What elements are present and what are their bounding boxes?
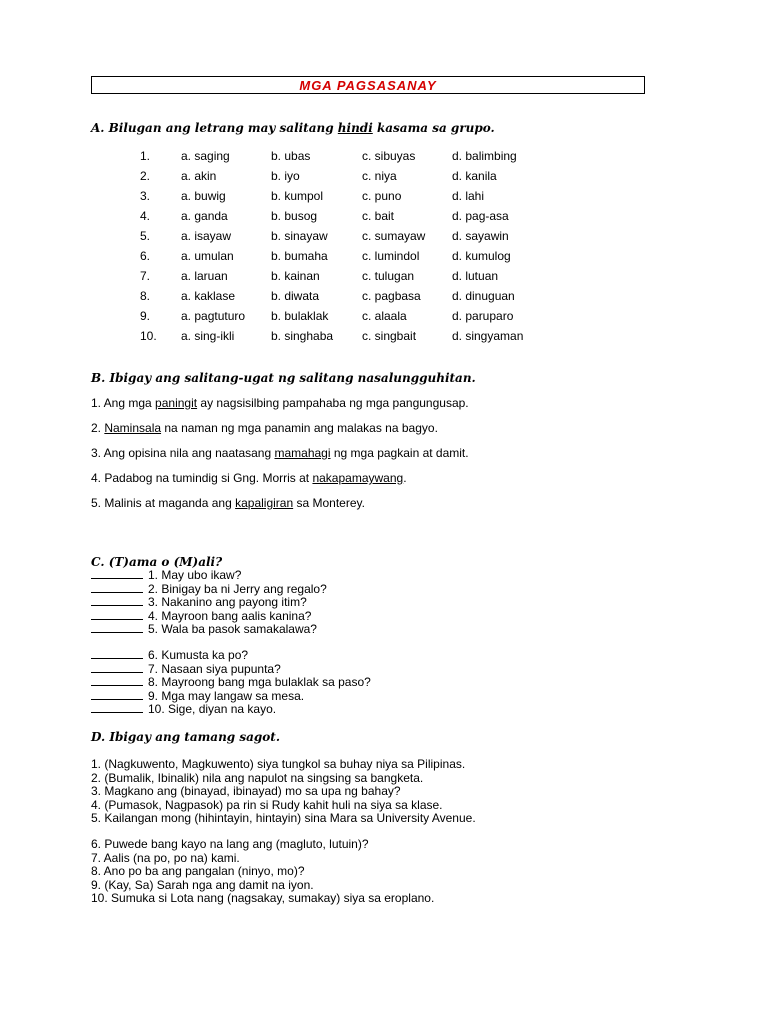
- answer-blank[interactable]: [91, 569, 143, 579]
- option-b: b. kumpol: [271, 189, 324, 203]
- option-b: b. iyo: [271, 169, 300, 183]
- option-d: d. singyaman: [452, 329, 524, 343]
- answer-blank[interactable]: [91, 623, 143, 633]
- underlined-word: paningit: [155, 396, 198, 410]
- option-num: 6.: [140, 249, 151, 263]
- option-b: b. busog: [271, 209, 318, 223]
- answer-blank[interactable]: [91, 610, 143, 620]
- answer-item: 6. Puwede bang kayo na lang ang (magluto, lutuin)?: [91, 837, 369, 851]
- option-d: d. sayawin: [452, 229, 509, 243]
- option-b: b. sinayaw: [271, 229, 328, 243]
- item-text: 8. Mayroong bang mga bulaklak sa paso?: [148, 675, 371, 689]
- true-false-item: [91, 703, 276, 717]
- title-box: [91, 76, 645, 94]
- true-false-item: [91, 690, 304, 704]
- option-num: 9.: [140, 309, 151, 323]
- true-false-item: [91, 663, 281, 677]
- section-a-heading-post: kasama sa grupo.: [372, 121, 495, 135]
- item-text: 5. Wala ba pasok samakalawa?: [148, 622, 317, 636]
- true-false-item: [91, 583, 327, 597]
- true-false-item: [91, 623, 317, 637]
- true-false-item: [91, 610, 311, 624]
- true-false-item: [91, 569, 241, 583]
- item-text: 3. Ang opisina nila ang naatasang: [91, 446, 275, 460]
- option-c: c. niya: [362, 169, 397, 183]
- answer-item: 3. Magkano ang (binayad, ibinayad) mo sa upa ng bahay?: [91, 784, 401, 798]
- answer-blank[interactable]: [91, 596, 143, 606]
- answer-item: 10. Sumuka si Lota nang (nagsakay, sumakay) siya sa eroplano.: [91, 891, 435, 905]
- section-a-heading-pre: A. Bilugan ang letrang may salitang: [91, 121, 338, 135]
- option-num: 5.: [140, 229, 151, 243]
- section-d-heading: D. Ibigay ang tamang sagot.: [91, 730, 281, 744]
- answer-blank[interactable]: [91, 663, 143, 673]
- item-text: 7. Nasaan siya pupunta?: [148, 661, 281, 676]
- answer-item: 4. (Pumasok, Nagpasok) pa rin si Rudy kahit huli na siya sa klase.: [91, 797, 443, 812]
- option-b: b. kainan: [271, 269, 320, 283]
- option-b: b. bulaklak: [271, 309, 329, 323]
- item-text: 4. Mayroon bang aalis kanina?: [148, 608, 312, 623]
- item-text: 1. May ubo ikaw?: [148, 568, 242, 582]
- item-text: ay nagsisilbing pampahaba ng mga pangungusap.: [197, 396, 469, 410]
- item-text: 2.: [91, 421, 105, 435]
- option-num: 1.: [140, 149, 151, 163]
- option-b: b. diwata: [271, 289, 320, 303]
- option-num: 4.: [140, 209, 151, 223]
- option-d: d. kumulog: [452, 249, 511, 263]
- item-text: 5. Malinis at maganda ang: [91, 496, 236, 510]
- option-d: d. balimbing: [452, 149, 517, 163]
- option-d: d. kanila: [452, 169, 497, 183]
- section-b-item: [91, 421, 438, 435]
- section-b-item: [91, 496, 365, 510]
- option-a: a. sing-ikli: [181, 329, 235, 343]
- answer-blank[interactable]: [91, 649, 143, 659]
- option-num: 10.: [140, 329, 157, 343]
- underlined-word: nakapamaywang: [312, 471, 404, 485]
- answer-item: 7. Aalis (na po, po na) kami.: [91, 850, 240, 865]
- item-text: .: [403, 471, 407, 485]
- option-a: a. laruan: [181, 269, 228, 283]
- option-c: c. alaala: [362, 309, 407, 323]
- answer-blank[interactable]: [91, 583, 143, 593]
- option-d: d. dinuguan: [452, 289, 515, 303]
- option-c: c. bait: [362, 209, 395, 223]
- option-a: a. saging: [181, 149, 230, 163]
- underlined-word: kapaligiran: [235, 496, 294, 510]
- answer-blank[interactable]: [91, 690, 143, 700]
- section-b-item: [91, 446, 469, 460]
- option-d: d. lahi: [452, 189, 485, 203]
- underlined-word: Naminsala: [104, 421, 162, 435]
- option-b: b. ubas: [271, 149, 311, 163]
- option-a: a. akin: [181, 169, 217, 183]
- item-text: 10. Sige, diyan na kayo.: [148, 702, 277, 716]
- option-a: a. pagtuturo: [181, 309, 246, 323]
- answer-item: 2. (Bumalik, Ibinalik) nila ang napulot na singsing sa bangketa.: [91, 770, 424, 785]
- item-text: 1. Ang mga: [91, 396, 156, 410]
- option-a: a. ganda: [181, 209, 228, 223]
- answer-item: 9. (Kay, Sa) Sarah nga ang damit na iyon.: [91, 877, 314, 892]
- option-c: c. puno: [362, 189, 402, 203]
- option-b: b. bumaha: [271, 249, 328, 263]
- section-a-heading-underlined: hindi: [337, 121, 373, 135]
- true-false-item: [91, 649, 248, 663]
- answer-item: 8. Ano po ba ang pangalan (ninyo, mo)?: [91, 864, 305, 878]
- item-text: na naman ng mga panamin ang malakas na bagyo.: [161, 421, 438, 435]
- option-c: c. sibuyas: [362, 149, 416, 163]
- section-b-item: [91, 396, 469, 410]
- item-text: 9. Mga may langaw sa mesa.: [148, 688, 305, 703]
- item-text: ng mga pagkain at damit.: [330, 446, 469, 460]
- option-c: c. lumindol: [362, 249, 420, 263]
- option-b: b. singhaba: [271, 329, 334, 343]
- item-text: sa Monterey.: [293, 496, 365, 510]
- option-a: a. isayaw: [181, 229, 232, 243]
- item-text: 2. Binigay ba ni Jerry ang regalo?: [148, 581, 327, 596]
- section-b-heading: B. Ibigay ang salitang-ugat ng salitang nasalungguhitan.: [91, 371, 476, 385]
- option-num: 8.: [140, 289, 151, 303]
- option-d: d. pag-asa: [452, 209, 509, 223]
- option-a: a. kaklase: [181, 289, 236, 303]
- option-num: 7.: [140, 269, 151, 283]
- item-text: 4. Padabog na tumindig si Gng. Morris at: [91, 471, 313, 485]
- option-c: c. sumayaw: [362, 229, 426, 243]
- section-c-heading: C. (T)ama o (M)ali?: [91, 555, 223, 569]
- item-text: 3. Nakanino ang payong itim?: [148, 595, 307, 609]
- page-title: MGA PAGSASANAY: [299, 78, 437, 93]
- option-c: c. pagbasa: [362, 289, 421, 303]
- option-d: d. paruparo: [452, 309, 514, 323]
- section-b-item: [91, 471, 407, 485]
- option-a: a. umulan: [181, 249, 234, 263]
- answer-blank[interactable]: [91, 676, 143, 686]
- option-num: 3.: [140, 189, 151, 203]
- option-a: a. buwig: [181, 189, 226, 203]
- true-false-item: [91, 676, 371, 690]
- option-c: c. tulugan: [362, 269, 415, 283]
- underlined-word: mamahagi: [274, 446, 331, 460]
- true-false-item: [91, 596, 307, 610]
- answer-item: 1. (Nagkuwento, Magkuwento) siya tungkol sa buhay niya sa Pilipinas.: [91, 757, 466, 771]
- option-num: 2.: [140, 169, 151, 183]
- item-text: 6. Kumusta ka po?: [148, 648, 249, 662]
- option-c: c. singbait: [362, 329, 417, 343]
- section-a-heading: [91, 121, 495, 135]
- option-d: d. lutuan: [452, 269, 499, 283]
- answer-item: 5. Kailangan mong (hihintayin, hintayin) sina Mara sa University Avenue.: [91, 811, 476, 825]
- answer-blank[interactable]: [91, 703, 143, 713]
